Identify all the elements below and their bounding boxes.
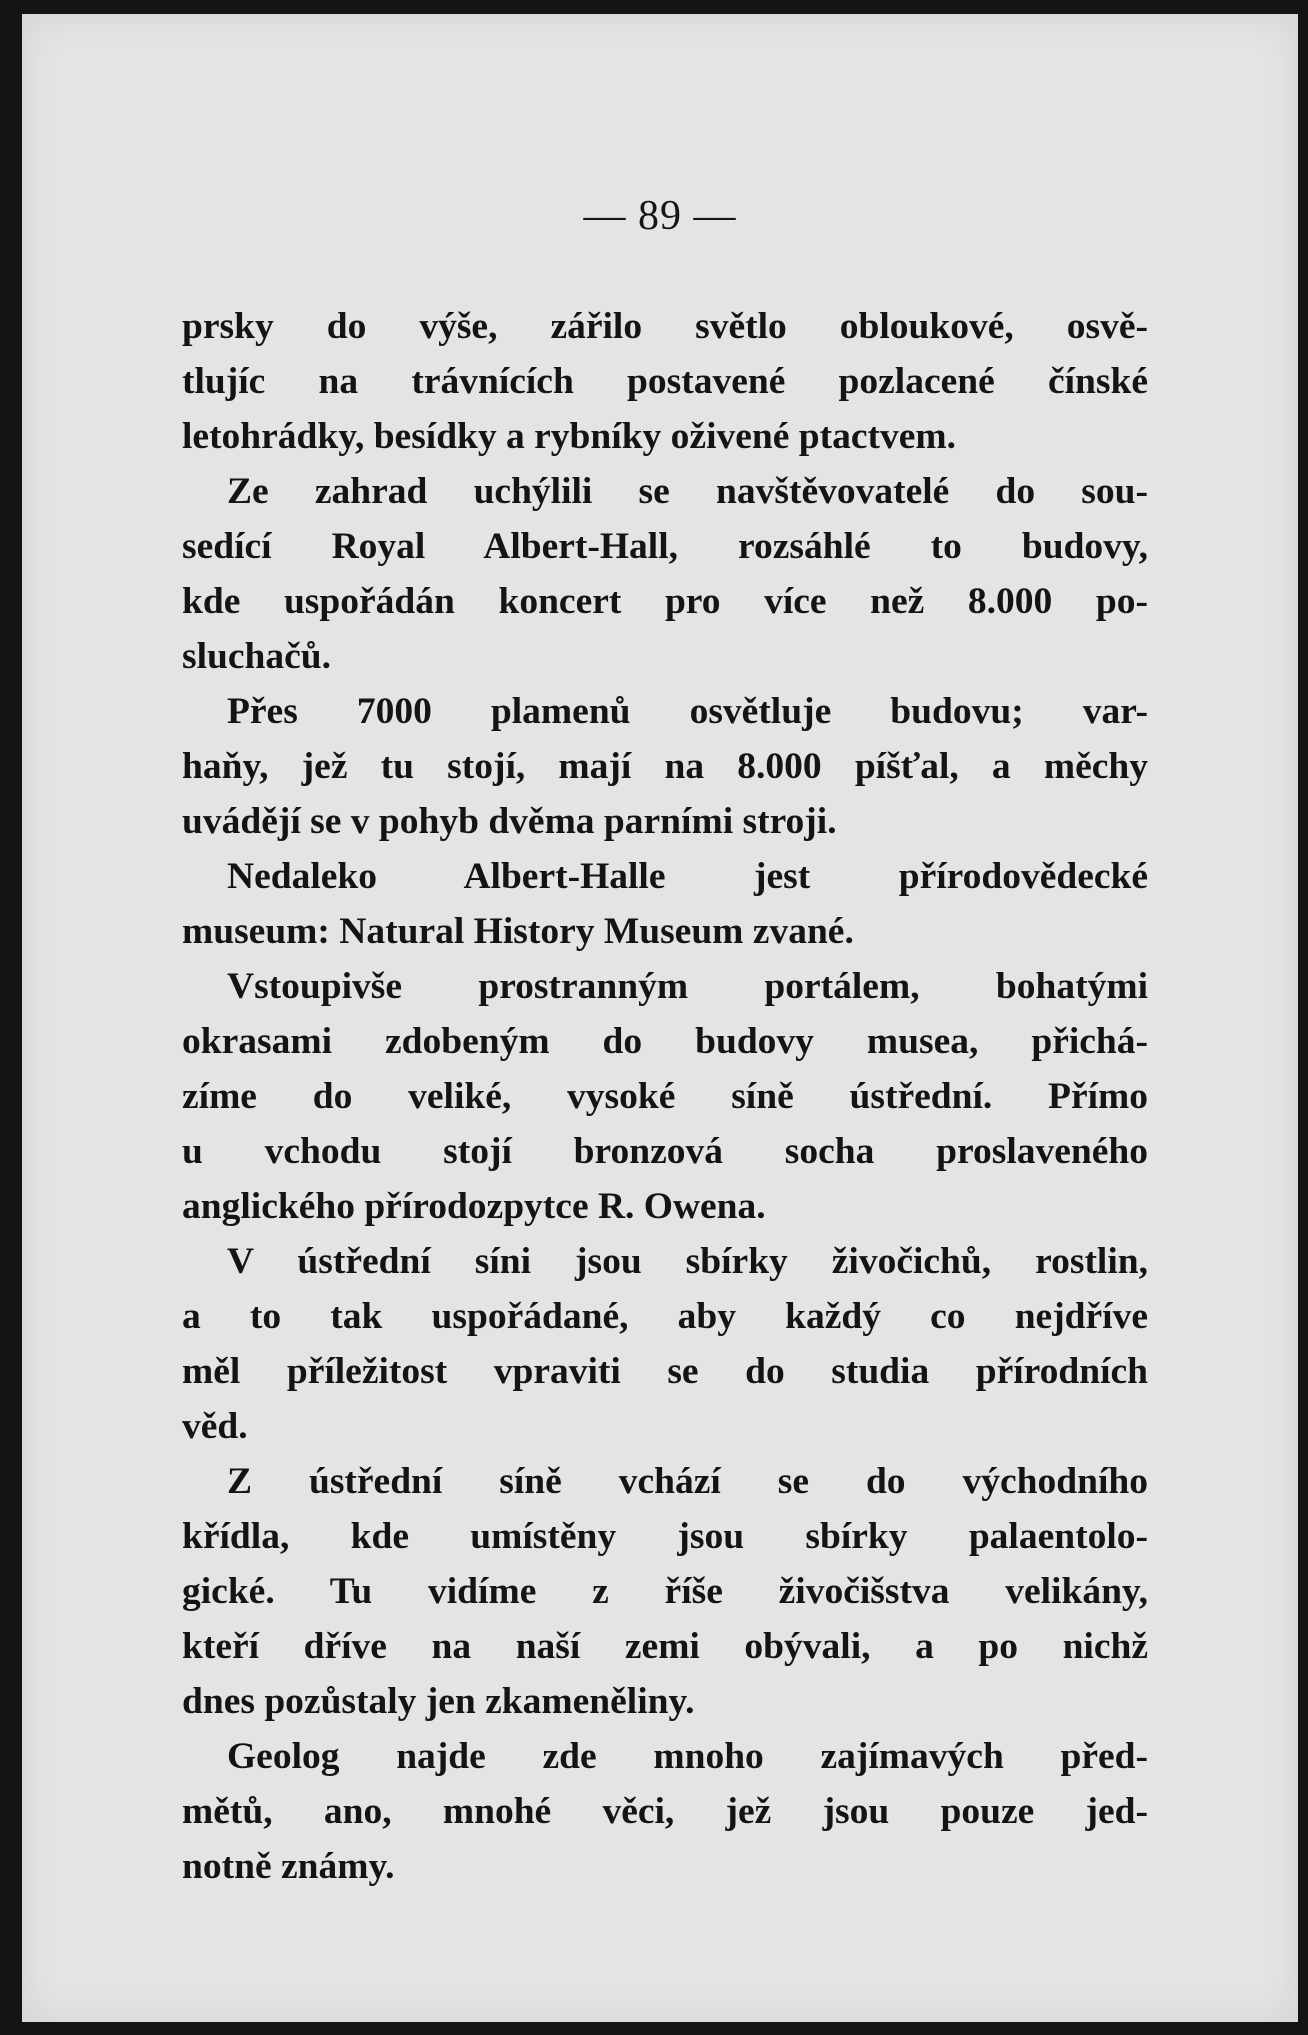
paragraph [182,1729,1148,1894]
text-line: haňy, jež tu stojí, mají na 8.000 píšťal, a měchy [182,746,1148,787]
text-line: museum: Natural History Museum zvané. [182,911,854,952]
text-line: kteří dříve na naší zemi obývali, a po nichž [182,1626,1148,1667]
text-line: letohrádky, besídky a rybníky oživené ptactvem. [182,416,956,457]
text-line: a to tak uspořádané, aby každý co nejdříve [182,1296,1148,1337]
text-line: tlujíc na trávnících postavené pozlacené čínské [182,361,1148,402]
text-line: okrasami zdobeným do budovy musea, přichá- [182,1021,1148,1062]
book-page [22,14,1298,2022]
text-line: zíme do veliké, vysoké síně ústřední. Přímo [182,1076,1148,1117]
paragraph [182,849,1148,959]
text-line: notně známy. [182,1846,395,1887]
text-line: prsky do výše, zářilo světlo obloukové, osvě- [182,306,1148,347]
text-line: Přes 7000 plamenů osvětluje budovu; var- [227,691,1148,732]
text-line: sluchačů. [182,636,331,677]
text-line: Ze zahrad uchýlili se navštěvovatelé do sou- [227,471,1148,512]
text-line: V ústřední síni jsou sbírky živočichů, rostlin, [227,1241,1148,1282]
text-line: dnes pozůstaly jen zkameněliny. [182,1681,695,1722]
text-line: měl příležitost vpraviti se do studia přírodních [182,1351,1148,1392]
paragraph [182,684,1148,849]
text-line: gické. Tu vidíme z říše živočišstva velikány, [182,1571,1148,1612]
text-line: uvádějí se v pohyb dvěma parními stroji. [182,801,837,842]
paragraph [182,1454,1148,1729]
text-line: mětů, ano, mnohé věci, jež jsou pouze jed- [182,1791,1148,1832]
text-line: Geolog najde zde mnoho zajímavých před- [227,1736,1148,1777]
text-line: křídla, kde umístěny jsou sbírky palaentolo- [182,1516,1148,1557]
page-number: — 89 — [583,193,737,239]
text-line: Z ústřední síně vchází se do východního [227,1461,1148,1502]
text-line: Nedaleko Albert-Halle jest přírodovědecké [227,856,1148,897]
body-text [182,299,1148,1894]
text-line: anglického přírodozpytce R. Owena. [182,1186,766,1227]
text-line: věd. [182,1406,248,1447]
paragraph [182,464,1148,684]
paragraph [182,1234,1148,1454]
text-line: u vchodu stojí bronzová socha proslaveného [182,1131,1148,1172]
text-line: sedící Royal Albert-Hall, rozsáhlé to budovy, [182,526,1148,567]
text-line: kde uspořádán koncert pro více než 8.000 po- [182,581,1148,622]
paragraph [182,959,1148,1234]
text-line: Vstoupivše prostranným portálem, bohatými [227,966,1148,1007]
paragraph [182,299,1148,464]
